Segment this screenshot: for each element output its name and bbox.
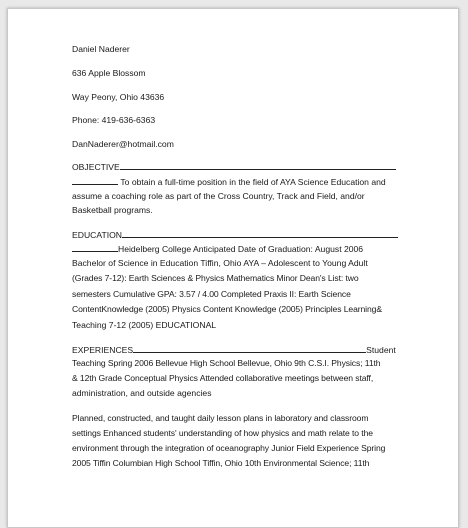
duties-line-3: environment through the integration of oceanography Junior Field Experience Spring: [72, 443, 386, 453]
experiences-heading-label: EXPERIENCES: [72, 345, 134, 355]
duties-line-2: settings Enhanced students' understanding of how physics and math relate to the: [72, 428, 373, 438]
resume-page: [7, 8, 459, 528]
experiences-line-2: & 12th Grade Conceptual Physics Attended collaborative meetings between staff,: [72, 373, 374, 383]
applicant-name: Daniel Naderer: [72, 44, 130, 54]
education-indent-rule: [72, 243, 118, 252]
education-heading-rule: [122, 229, 398, 238]
objective-heading-rule: [120, 161, 396, 170]
duties-line-1: Planned, constructed, and taught daily lesson plans in laboratory and classroom: [72, 413, 369, 423]
objective-heading-label: OBJECTIVE: [72, 162, 120, 172]
objective-line-2: assume a coaching role as part of the Cross Country, Track and Field, and/or: [72, 191, 365, 201]
duties-line-4: 2005 Tiffin Columbian High School Tiffin, Ohio 10th Environmental Science; 11th: [72, 458, 370, 468]
objective-line-1: [72, 176, 386, 187]
objective-heading: [72, 161, 402, 172]
education-line-5: ContentKnowledge (2005) Physics Content Knowledge (2005) Principles Learning&: [72, 304, 382, 314]
street-address: 636 Apple Blossom: [72, 68, 146, 78]
experiences-heading: [72, 344, 407, 355]
education-heading: [72, 229, 402, 240]
city-state-zip: Way Peony, Ohio 43636: [72, 92, 165, 102]
email-address: DanNaderer@hotmail.com: [72, 139, 174, 149]
experiences-heading-tail: Student: [366, 345, 396, 355]
phone-number: Phone: 419-636-6363: [72, 115, 156, 125]
experiences-line-1: Teaching Spring 2006 Bellevue High School Bellevue, Ohio 9th C.S.I. Physics; 11th: [72, 358, 381, 368]
education-line-1: [72, 243, 363, 254]
experiences-line-3: administration, and outside agencies: [72, 388, 212, 398]
objective-text-1: To obtain a full-time position in the field of AYA Science Education and: [120, 177, 386, 187]
education-text-1: Heidelberg College Anticipated Date of Graduation: August 2006: [118, 244, 364, 254]
education-line-6: Teaching 7-12 (2005) EDUCATIONAL: [72, 320, 217, 330]
experiences-heading-rule: [133, 344, 366, 353]
education-line-3: (Grades 7-12): Earth Sciences & Physics Mathematics Minor Dean's List: two: [72, 273, 359, 283]
objective-indent-rule: [72, 176, 118, 185]
education-heading-label: EDUCATION: [72, 230, 122, 240]
objective-line-3: Basketball programs.: [72, 205, 153, 215]
education-line-4: semesters Cumulative GPA: 3.57 / 4.00 Completed Praxis II: Earth Science: [72, 289, 351, 299]
education-line-2: Bachelor of Science in Education Tiffin, Ohio AYA – Adolescent to Young Adult: [72, 258, 368, 268]
